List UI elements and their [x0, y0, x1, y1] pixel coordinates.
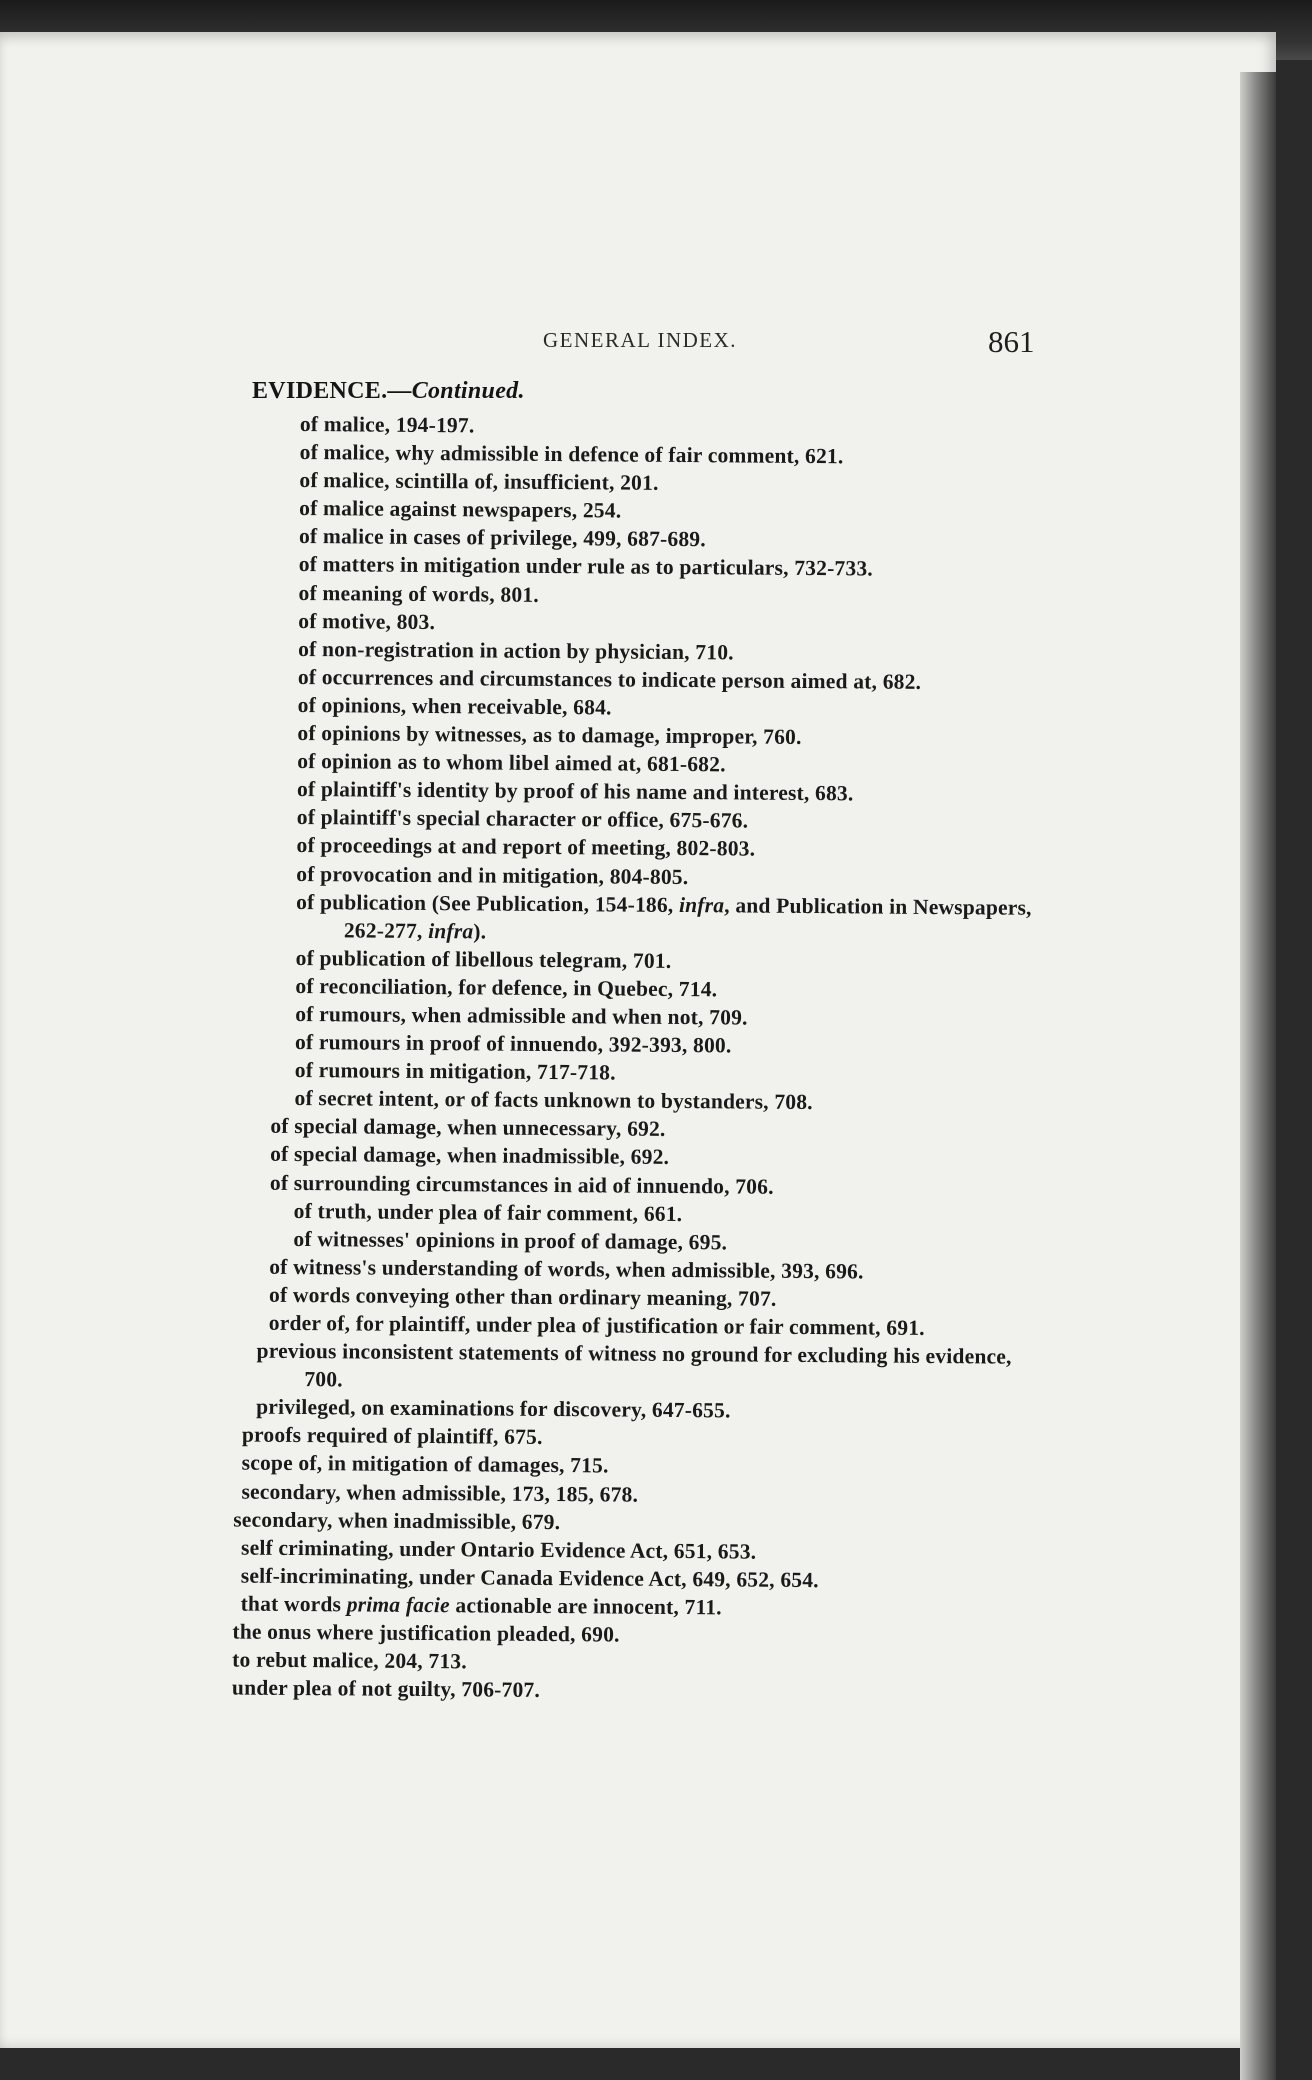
index-entry: of secret intent, or of facts unknown to bystanders, 708. [294, 1086, 813, 1115]
index-heading [252, 378, 525, 405]
index-entry: of malice, scintilla of, insufficient, 201. [299, 468, 659, 496]
index-entry: of truth, under plea of fair comment, 661. [293, 1198, 683, 1226]
index-entry: of witness's understanding of words, when admissible, 393, 696. [269, 1254, 864, 1284]
index-entry: of witnesses' opinions in proof of damage, 695. [293, 1226, 728, 1255]
page-edge-shadow [1240, 72, 1276, 2080]
index-entry: to rebut malice, 204, 713. [232, 1647, 467, 1674]
index-entry: secondary, when inadmissible, 679. [233, 1507, 561, 1534]
entry-italic: infra [678, 892, 725, 917]
index-entry: under plea of not guilty, 706-707. [231, 1675, 541, 1703]
index-entry: previous inconsistent statements of witness no ground for excluding his evidence, 700. [256, 1338, 1012, 1392]
index-entry [296, 888, 1036, 950]
index-entry: of opinions, when receivable, 684. [297, 692, 612, 720]
index-entry: of reconciliation, for defence, in Quebec, 714. [295, 973, 718, 1002]
index-entries [231, 410, 1040, 1708]
index-entry: of non-registration in action by physician, 710. [298, 636, 734, 665]
entry-text: , and Publication in Newspapers, 262-277, [343, 892, 1032, 943]
entry-italic: infra [428, 918, 474, 944]
index-entry: of malice, why admissible in defence of fair comment, 621. [299, 440, 844, 469]
index-entry: of plaintiff's identity by proof of his name and interest, 683. [296, 777, 854, 806]
index-entry: of surrounding circumstances in aid of innuendo, 706. [269, 1170, 774, 1199]
entry-text: actionable are innocent, 711. [449, 1593, 722, 1620]
index-entry: of rumours in mitigation, 717-718. [294, 1058, 616, 1085]
index-entry: of publication of libellous telegram, 701. [295, 945, 672, 973]
index-entry: privileged, on examinations for discovery, 647-655. [256, 1394, 731, 1423]
index-entry: of occurrences and circumstances to indicate person aimed at, 682. [297, 664, 922, 694]
index-entry: of malice, 194-197. [299, 411, 475, 438]
index-entry: secondary, when admissible, 173, 185, 678. [241, 1479, 639, 1507]
index-entry: scope of, in mitigation of damages, 715. [241, 1451, 609, 1478]
index-entry: of malice in cases of privilege, 499, 687-689. [298, 524, 706, 552]
index-entry: of plaintiff's special character or office, 675-676. [296, 805, 749, 833]
entry-text: ). [473, 919, 487, 944]
index-entry: of words conveying other than ordinary meaning, 707. [268, 1282, 777, 1311]
book-page [0, 32, 1276, 2048]
index-entry: self criminating, under Ontario Evidence Act, 651, 653. [240, 1535, 757, 1564]
index-heading-continued: Continued. [411, 378, 525, 404]
index-entry: of special damage, when unnecessary, 692. [270, 1114, 666, 1142]
index-entry: self-incriminating, under Canada Evidence Act, 649, 652, 654. [240, 1563, 819, 1592]
entry-italic: prima facie [346, 1592, 450, 1618]
entry-text: that words [240, 1591, 347, 1617]
index-entry: of rumours, when admissible and when not, 709. [295, 1001, 748, 1030]
index-entry: proofs required of plaintiff, 675. [241, 1422, 543, 1450]
index-entry: of motive, 803. [298, 608, 436, 634]
index-entry: of proceedings at and report of meeting, 802-803. [296, 833, 756, 861]
index-heading-term: EVIDENCE.— [252, 378, 412, 404]
index-entry: of rumours in proof of innuendo, 392-393, 800. [294, 1030, 732, 1058]
page-number: 861 [988, 324, 1035, 359]
index-entry: of opinions by witnesses, as to damage, improper, 760. [297, 721, 802, 749]
index-entry: of meaning of words, 801. [298, 580, 539, 607]
index-entry: the onus where justification pleaded, 690. [232, 1619, 620, 1647]
index-entry: of provocation and in mitigation, 804-805. [296, 861, 689, 889]
index-entry: of matters in mitigation under rule as to particulars, 732-733. [298, 552, 874, 581]
index-entry: of malice against newspapers, 254. [299, 496, 622, 523]
running-head: GENERAL INDEX. [543, 328, 738, 352]
index-entry: of special damage, when inadmissible, 692. [270, 1142, 670, 1170]
index-entry: of opinion as to whom libel aimed at, 681-682. [297, 749, 726, 777]
entry-text: of publication (See Publication, 154-186, [296, 889, 680, 917]
index-entry: order of, for plaintiff, under plea of justification or fair comment, 691. [268, 1310, 925, 1340]
